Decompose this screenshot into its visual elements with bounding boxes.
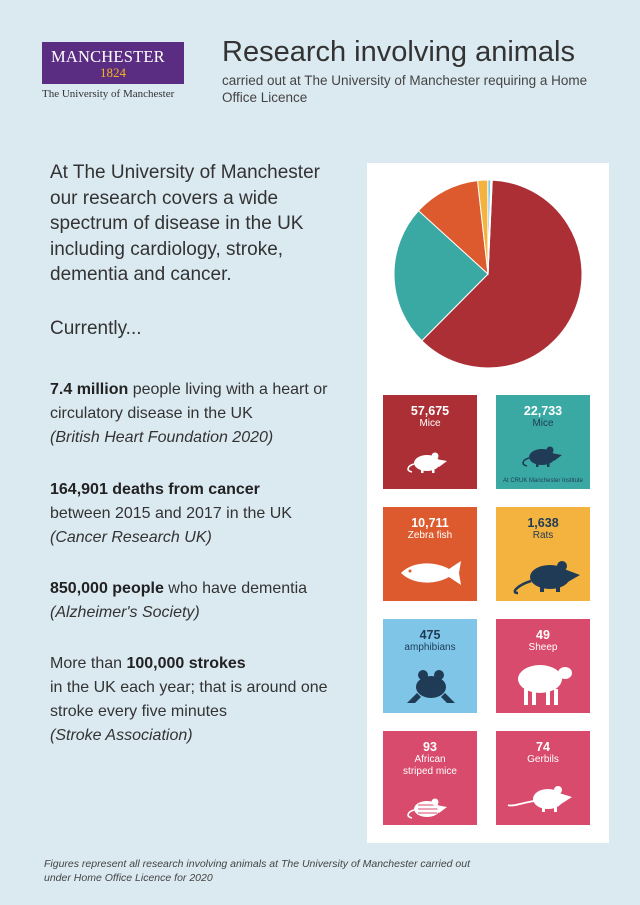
- currently-text: Currently...: [50, 318, 142, 339]
- tile-mice: [383, 395, 477, 489]
- animals-pie-chart: [393, 179, 583, 369]
- tile-zebra-fish-count: 10,711: [411, 516, 449, 530]
- tile-rats-count: 1,638: [527, 516, 559, 530]
- frog-icon: [403, 663, 459, 707]
- tile-sheep: [496, 619, 590, 713]
- tile-zebra-fish: [383, 507, 477, 601]
- tile-mice-count: 57,675: [410, 404, 450, 418]
- tile-african-striped-mice: [383, 731, 477, 825]
- intro-text: At The University of Manchester our research covers a wide spectrum of disease in the UK including cardiology, stroke, dementia and cancer.: [50, 162, 320, 285]
- fact-heart: [50, 378, 350, 450]
- footer-note: Figures represent all research involving animals at The University of Manchester carried out under Home Office Licence for 2020: [44, 858, 471, 884]
- fact-heart-figure: 7.4 million: [50, 381, 129, 398]
- fact-heart-source: (British Heart Foundation 2020): [50, 429, 274, 446]
- tile-gerbils: [496, 731, 590, 825]
- fact-cancer: [50, 478, 350, 550]
- logo-wordmark: MANCHESTER: [51, 47, 165, 66]
- fact-cancer-figure: 164,901 deaths from cancer: [50, 481, 260, 498]
- mouse-icon: [403, 445, 455, 475]
- tile-cruk-note: At CRUK Manchester Institute: [502, 478, 584, 484]
- fact-stroke-prefix: More than: [50, 655, 127, 672]
- fact-cancer-text: between 2015 and 2017 in the UK: [50, 505, 292, 522]
- tile-sheep-count: 49: [536, 628, 550, 642]
- fact-stroke-text: in the UK each year; that is around one stroke every five minutes: [50, 679, 328, 720]
- tile-mice-label: Mice: [419, 418, 441, 429]
- tile-rats: [496, 507, 590, 601]
- page-title: Research involving animals: [222, 36, 575, 68]
- tile-cruk-mice: [496, 395, 590, 489]
- fact-dementia: [50, 577, 350, 625]
- fact-stroke: [50, 652, 350, 748]
- fact-dementia-source: (Alzheimer's Society): [50, 604, 200, 621]
- fact-stroke-figure: 100,000 strokes: [126, 655, 246, 672]
- rat-icon: [504, 551, 584, 597]
- tile-amphibians: [383, 619, 477, 713]
- stats-panel: [367, 163, 609, 843]
- tile-cruk-mice-label: Mice: [532, 418, 554, 429]
- tile-gerbils-label: Gerbils: [527, 754, 559, 765]
- fact-stroke-source: (Stroke Association): [50, 727, 193, 744]
- gerbil-icon: [504, 779, 580, 815]
- tile-zebra-fish-label: Zebra fish: [407, 530, 453, 541]
- tile-amphibians-label: amphibians: [404, 642, 456, 653]
- fact-dementia-text: who have dementia: [163, 580, 308, 597]
- logo-subtext: The University of Manchester: [42, 88, 175, 100]
- tile-sheep-label: Sheep: [528, 642, 558, 653]
- fact-cancer-source: (Cancer Research UK): [50, 529, 212, 546]
- tile-cruk-mice-count: 22,733: [523, 404, 563, 418]
- fact-dementia-figure: 850,000 people: [50, 580, 164, 597]
- tile-gerbils-count: 74: [536, 740, 550, 754]
- university-logo: [42, 42, 184, 84]
- sheep-icon: [510, 657, 576, 709]
- mouse-icon: [518, 439, 570, 469]
- page-subtitle: carried out at The University of Manchester requiring a Home Office Licence: [222, 73, 588, 105]
- tile-rats-label: Rats: [532, 530, 554, 541]
- tile-african-striped-mice-label: African striped mice: [403, 754, 457, 777]
- tile-african-striped-mice-count: 93: [423, 740, 437, 754]
- tile-amphibians-count: 475: [419, 628, 441, 642]
- fact-heart-text: people living with a heart or circulatory disease in the UK: [50, 381, 328, 422]
- fish-icon: [395, 557, 465, 589]
- logo-year: 1824: [100, 65, 126, 80]
- striped-mouse-icon: [403, 791, 455, 821]
